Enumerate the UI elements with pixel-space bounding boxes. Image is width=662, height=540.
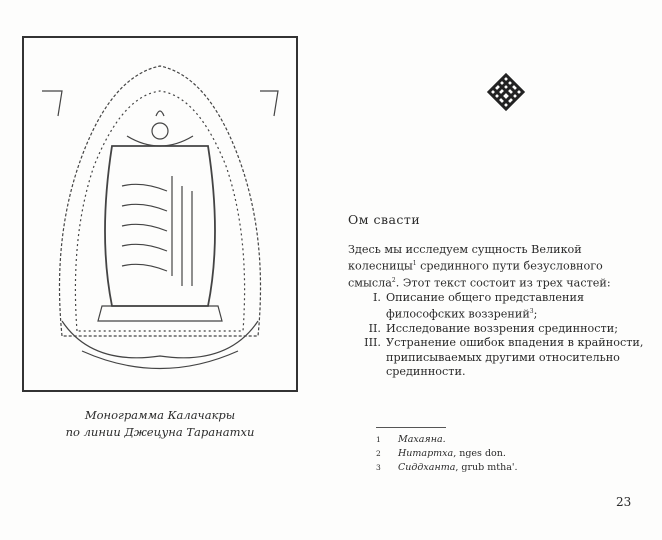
intro-text: . Этот текст состоит из трех частей: [395,276,611,290]
footnote-text: , grub mtha'. [455,462,518,473]
footnote-divider [376,427,446,428]
list-number: II. [368,322,381,336]
footnote-ref[interactable]: 2 [391,277,396,285]
footnote-term: Нитартха [398,448,454,459]
list-item [348,322,648,336]
body-text [348,243,648,379]
list-text: Описание общего представления философских воззрений [386,291,585,322]
caption-line: по линии Джецуна Таранатхи [65,425,255,439]
footnote-ref[interactable]: 3 [529,308,534,316]
kalachakra-monogram-illustration [22,36,298,392]
footnote-ref[interactable]: 1 [412,260,417,268]
list-number: I. [373,291,381,305]
footnote-term: Сиддханта [398,462,456,473]
footnote-number: 1 [376,435,381,444]
illustration-caption [22,407,298,441]
caption-line: Монограмма Калачакры [84,408,236,422]
endless-knot-icon [486,72,526,112]
footnote [376,461,518,475]
list-text: Исследование воззрения срединности; [386,322,618,336]
footnote-number: 2 [376,449,381,458]
page-number: 23 [616,495,632,509]
footnotes [376,433,518,475]
footnote-term: Махаяна. [398,434,446,445]
section-heading: Ом свасти [348,212,421,227]
parts-list [348,291,648,379]
intro-text: срединного пути безусловного смысла [348,259,603,290]
intro-paragraph [348,243,648,291]
intro-text: Здесь мы исследуем сущность Великой колесницы [348,243,582,273]
footnote-text: , nges don. [453,448,506,459]
footnote [376,433,518,447]
footnote [376,447,518,461]
list-item [348,291,648,322]
list-number: III. [364,336,381,350]
footnote-number: 3 [376,463,381,472]
list-text: Устранение ошибок впадения в крайности, приписываемых другими относительно срединности. [386,336,644,378]
list-text: ; [533,308,538,322]
list-item [348,336,648,379]
